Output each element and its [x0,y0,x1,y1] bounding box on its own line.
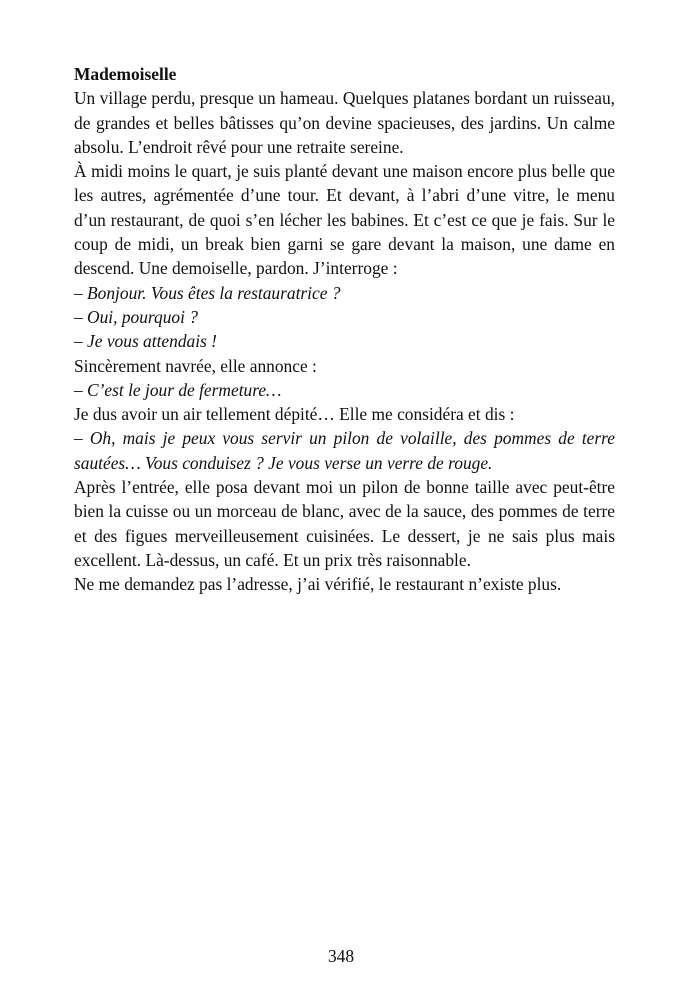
paragraph-1: Un village perdu, presque un hameau. Quelques platanes bordant un ruisseau, de grandes et belles bâtisses qu’on devine spacieuses, des jardins. Un calme absolu. L’endroit rêvé pour une retraite sereine. [74,88,615,157]
paragraph-4: Je dus avoir un air tellement dépité… Elle me considéra et dis : [74,404,515,425]
paragraph-6: Ne me demandez pas l’adresse, j’ai vérifié, le restaurant n’existe plus. [74,574,562,595]
paragraph-3: Sincèrement navrée, elle annonce : [74,355,317,376]
paragraph-5: Après l’entrée, elle posa devant moi un pilon de bonne taille avec peut-être bien la cuisse ou un morceau de blanc, avec de la sauce, des pommes de terre et des figues merveilleusement cuisinées. Le dessert, je ne sais plus mais excellent. Là-dessus, un café. Et un prix très raisonnable. [74,477,615,570]
paragraph-2: À midi moins le quart, je suis planté devant une maison encore plus belle que les autres, agrémentée d’une tour. Et devant, à l’abri d’une vitre, le menu d’un restaurant, de quoi s’en lécher les babines. Et c’est ce que je fais. Sur le coup de midi, un break bien garni se gare devant la maison, une dame en descend. Une demoiselle, pardon. J’interroge : [74,161,615,279]
dialogue-line-1: – Bonjour. Vous êtes la restauratrice ? [74,282,341,303]
page-body [74,62,615,597]
chapter-title: Mademoiselle [74,64,177,84]
page-number: 348 [327,946,355,966]
dialogue-line-2: – Oui, pourquoi ? [74,306,198,327]
dialogue-line-3: – Je vous attendais ! [74,331,217,352]
dialogue-line-4: – C’est le jour de fermeture… [74,379,282,400]
dialogue-line-5: – Oh, mais je peux vous servir un pilon de volaille, des pommes de terre sautées… Vous conduisez ? Je vous verse un verre de rouge. [74,428,615,473]
